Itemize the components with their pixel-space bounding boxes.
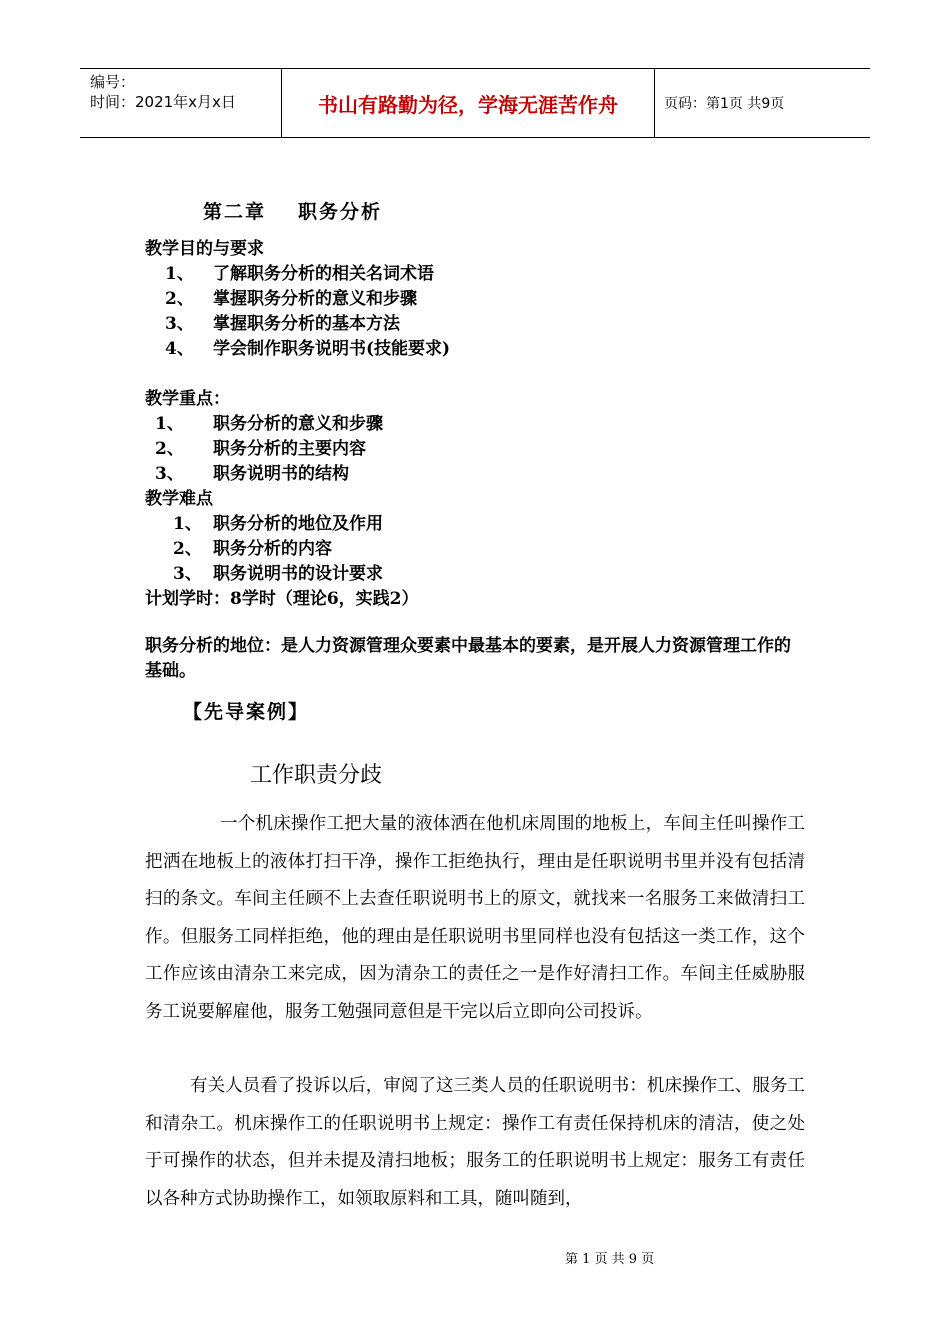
page-footer: 第 1 页 共 9 页	[565, 1252, 655, 1267]
header-meta	[80, 69, 280, 137]
list-item-text: 掌握职务分析的基本方法	[213, 314, 400, 334]
list-item-number: 1、	[165, 264, 194, 284]
list-item-number: 3、	[165, 314, 194, 334]
chapter-title	[203, 197, 382, 224]
list-item-text: 学会制作职务说明书(技能要求)	[213, 339, 451, 359]
position-statement: 职务分析的地位：是人力资源管理众要素中最基本的要素，是开展人力资源管理工作的基础。	[145, 636, 791, 681]
list-item-text: 职务分析的意义和步骤	[213, 414, 383, 434]
list-item-number: 2、	[155, 439, 184, 459]
case-tag: 【先导案例】	[183, 701, 310, 723]
document-header	[80, 68, 870, 138]
list-item-number: 3、	[173, 564, 202, 584]
list-item	[173, 534, 332, 559]
list-item	[155, 459, 349, 484]
list-item-text: 职务分析的主要内容	[213, 439, 366, 459]
document-number-label: 编号：	[90, 73, 136, 91]
case-paragraph: 有关人员看了投诉以后，审阅了这三类人员的任职说明书：机床操作工、服务工和清杂工。机床操作工的任职说明书上规定：操作工有责任保持机床的清洁，使之处于可操作的状态，但并未提及清扫地板；服务工的任职说明书上规定：服务工有责任以各种方式协助操作工，如领取原料和工具，随叫随到，	[145, 1076, 805, 1209]
case-title: 工作职责分歧	[250, 763, 383, 788]
header-page-info: 页码：第1页 共9页	[664, 96, 785, 112]
header-divider	[654, 69, 655, 137]
chapter-name: 职务分析	[298, 201, 383, 223]
list-item-text: 了解职务分析的相关名词术语	[213, 264, 434, 284]
planned-hours: 计划学时：8学时（理论6，实践2）	[145, 589, 419, 609]
list-item	[165, 284, 417, 309]
list-item-number: 2、	[165, 289, 194, 309]
key-points-heading: 教学重点：	[145, 389, 230, 409]
objectives-heading: 教学目的与要求	[145, 239, 264, 259]
list-item	[173, 509, 383, 534]
list-item-text: 职务分析的地位及作用	[213, 514, 383, 534]
list-item	[155, 409, 383, 434]
list-item	[165, 334, 450, 359]
list-item	[165, 259, 434, 284]
list-item-number: 4、	[165, 339, 194, 359]
list-item-text: 掌握职务分析的意义和步骤	[213, 289, 417, 309]
chapter-number: 第二章	[203, 201, 267, 223]
list-item-number: 3、	[155, 464, 184, 484]
case-paragraph: 一个机床操作工把大量的液体洒在他机床周围的地板上，车间主任叫操作工把洒在地板上的液体打扫干净，操作工拒绝执行，理由是任职说明书里并没有包括清扫的条文。车间主任顾不上去查任职说明书上的原文，就找来一名服务工来做清扫工作。但服务工同样拒绝，他的理由是任职说明书里同样也没有包括这一类工作，这个工作应该由清杂工来完成，因为清杂工的责任之一是作好清扫工作。车间主任威胁服务工说要解雇他，服务工勉强同意但是干完以后立即向公司投诉。	[145, 814, 805, 1022]
list-item-number: 1、	[155, 414, 184, 434]
list-item-text: 职务说明书的结构	[213, 464, 349, 484]
list-item	[173, 559, 383, 584]
document-time-label: 时间：2021年x月x日	[90, 93, 236, 111]
list-item	[155, 434, 366, 459]
list-item-text: 职务说明书的设计要求	[213, 564, 383, 584]
difficulties-heading: 教学难点	[145, 489, 213, 509]
list-item-number: 2、	[173, 539, 202, 559]
list-item-text: 职务分析的内容	[213, 539, 332, 559]
header-motto: 书山有路勤为径，学海无涯苦作舟	[318, 92, 618, 117]
list-item-number: 1、	[173, 514, 202, 534]
list-item	[165, 309, 400, 334]
